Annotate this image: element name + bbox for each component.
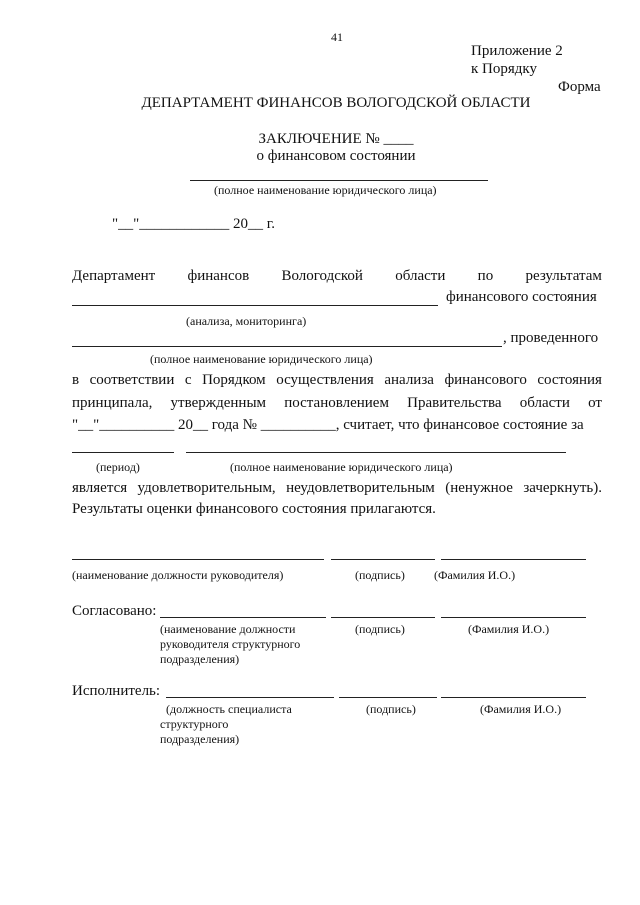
agreed-name-line[interactable] [441,617,586,618]
body-line-8: Результаты оценки финансового состояния прилагаются. [72,501,436,517]
period-line[interactable] [72,452,174,453]
page-number: 41 [331,30,343,44]
body-line-3-tail: , проведенного [503,330,599,346]
period-caption: (период) [96,460,140,474]
agreed-signature-line[interactable] [331,617,435,618]
head-name-caption: (Фамилия И.О.) [434,568,516,582]
head-signature-line[interactable] [331,559,435,560]
analysis-caption: (анализа, мониторинга) [186,314,307,328]
executor-name-line[interactable] [441,697,586,698]
head-position-line[interactable] [72,559,324,560]
date-line[interactable]: "__"____________ 20__ г. [112,216,275,232]
executor-label: Исполнитель: [72,683,161,699]
agreed-position-caption-1: (наименование должности [160,622,296,636]
executor-position-caption-2: структурного [160,717,229,731]
agreed-position-caption-3: подразделения) [160,652,240,666]
agreed-signature-caption: (подпись) [355,622,405,636]
body-line-5: принципала, утвержденным постановлением Правительства области от [72,395,602,411]
appendix-line2: к Порядку [471,61,537,77]
analysis-type-line[interactable] [72,305,438,306]
legal-entity-caption-1: (полное наименование юридического лица) [214,183,437,197]
body-line-4: в соответствии с Порядком осуществления анализа финансового состояния [72,372,602,388]
executor-signature-line[interactable] [339,697,437,698]
executor-position-caption-1: (должность специалиста [166,702,292,716]
agreed-position-line[interactable] [160,617,326,618]
agreed-position-caption-2: руководителя структурного [160,637,301,651]
executor-position-line[interactable] [166,697,334,698]
body-line-1: Департамент финансов Вологодской области по результатам [72,268,602,284]
form-label: Форма [558,79,601,95]
executor-name-caption: (Фамилия И.О.) [480,702,562,716]
head-name-line[interactable] [441,559,586,560]
conclusion-title: ЗАКЛЮЧЕНИЕ № ____ [258,131,414,147]
legal-entity-name-line[interactable] [190,180,488,181]
department-title: ДЕПАРТАМЕНТ ФИНАНСОВ ВОЛОГОДСКОЙ ОБЛАСТИ [141,95,531,111]
executor-position-caption-3: подразделения) [160,732,240,746]
legal-entity-caption-2: (полное наименование юридического лица) [150,352,373,366]
body-line-2-tail: финансового состояния [446,289,597,305]
legal-entity-caption-3: (полное наименование юридического лица) [230,460,453,474]
body-line-6[interactable]: "__"__________ 20__ года № __________, считает, что финансовое состояние за [72,417,584,433]
body-line-7: является удовлетворительным, неудовлетворительным (ненужное зачеркнуть). [72,480,602,496]
executor-signature-caption: (подпись) [366,702,416,716]
appendix-line1: Приложение 2 [471,43,563,59]
head-position-caption: (наименование должности руководителя) [72,568,284,582]
head-signature-caption: (подпись) [355,568,405,582]
agreed-name-caption: (Фамилия И.О.) [468,622,550,636]
conclusion-subtitle: о финансовом состоянии [256,148,416,164]
legal-entity-line-2[interactable] [72,346,502,347]
legal-entity-line-3[interactable] [186,452,566,453]
agreed-label: Согласовано: [72,603,157,619]
